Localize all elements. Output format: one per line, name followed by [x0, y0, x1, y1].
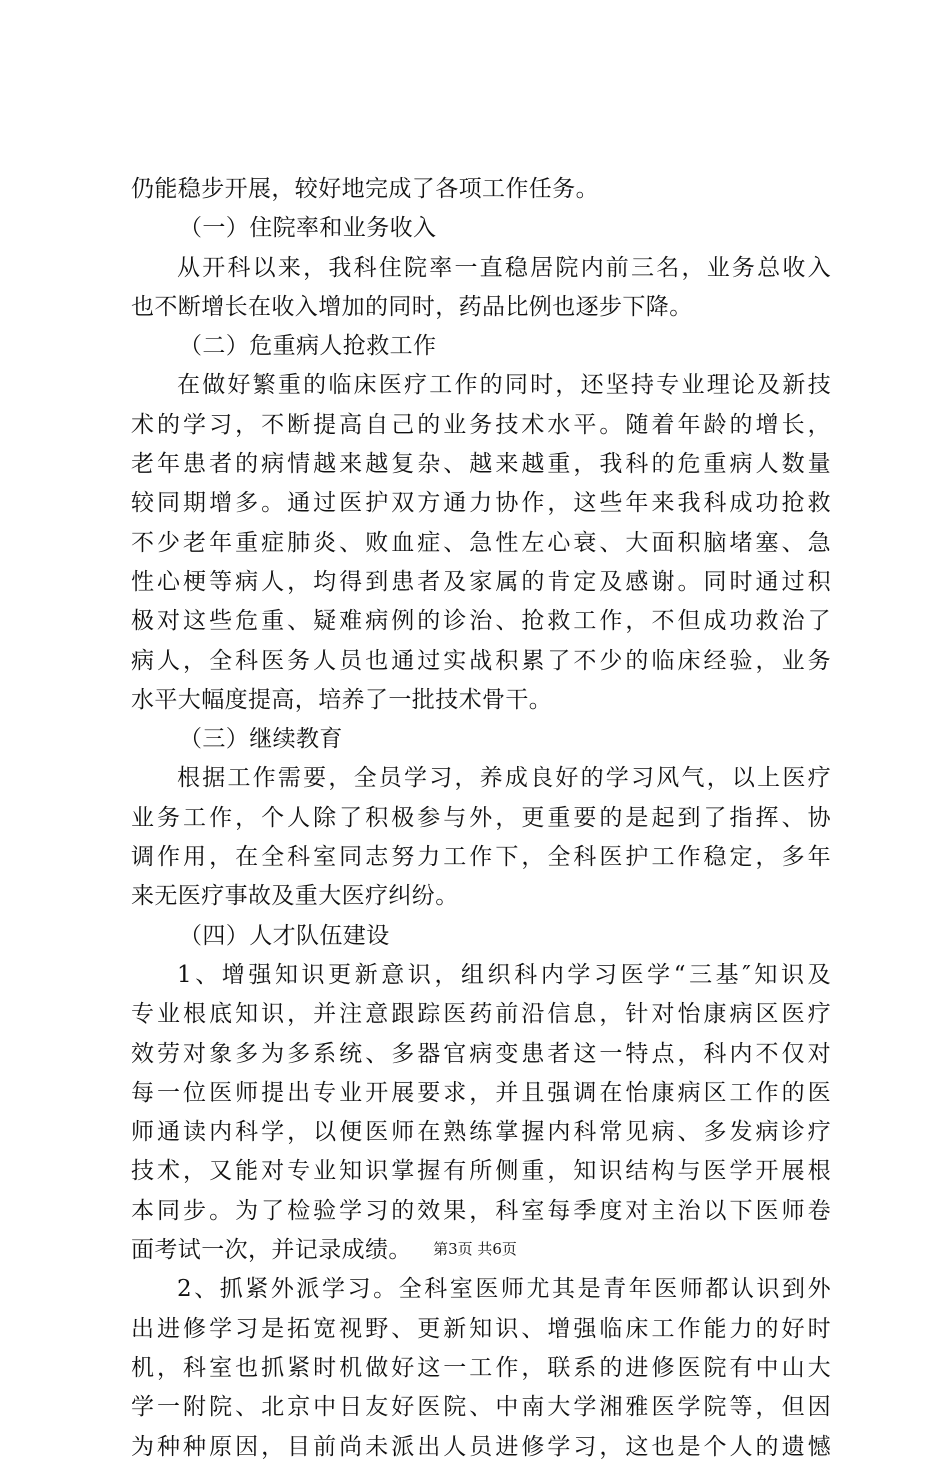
paragraph-line: 效劳对象多为多系统、多器官病变患者这一特点，科内不仅对 [131, 1040, 831, 1067]
paragraph-line: 在做好繁重的临床医疗工作的同时，还坚持专业理论及新技 [177, 372, 831, 399]
paragraph-line: 为种种原因，目前尚未派出人员进修学习，这也是个人的遗憾 [131, 1433, 831, 1460]
paragraph-line: 业务工作，个人除了积极参与外，更重要的是起到了指挥、协 [131, 804, 831, 831]
paragraph-line: 术的学习，不断提高自己的业务技术水平。随着年龄的增长， [131, 411, 831, 438]
paragraph-line: 也不断增长在收入增加的同时，药品比例也逐步下降。 [131, 293, 693, 320]
paragraph-line: 出进修学习是拓宽视野、更新知识、增强临床工作能力的好时 [131, 1315, 831, 1342]
paragraph-line: 性心梗等病人，均得到患者及家属的肯定及感谢。同时通过积 [131, 568, 831, 595]
paragraph-line: 师通读内科学，以便医师在熟练掌握内科常见病、多发病诊疗 [131, 1119, 831, 1146]
section-heading: （二）危重病人抢救工作 [179, 333, 437, 360]
paragraph-line: 每一位医师提出专业开展要求，并且强调在怡康病区工作的医 [131, 1079, 831, 1106]
paragraph-line: 本同步。为了检验学习的效果，科室每季度对主治以下医师卷 [131, 1197, 831, 1224]
paragraph-line: 水平大幅度提高，培养了一批技术骨干。 [131, 686, 553, 713]
paragraph-line: 面考试一次，并记录成绩。 [131, 1237, 412, 1264]
paragraph-line: 2、抓紧外派学习。全科室医师尤其是青年医师都认识到外 [177, 1276, 831, 1303]
paragraph-line: 调作用，在全科室同志努力工作下，全科医护工作稳定，多年 [131, 844, 831, 871]
page-footer: 第3页 共6页 [433, 1240, 517, 1258]
paragraph-line: 1、增强知识更新意识，组织科内学习医学“三基″知识及 [177, 961, 831, 988]
section-heading: （四）人才队伍建设 [179, 922, 390, 949]
document-body [131, 170, 831, 1467]
paragraph-line: 机，科室也抓紧时机做好这一工作，联系的进修医院有中山大 [131, 1354, 831, 1381]
paragraph-line: 学一附院、北京中日友好医院、中南大学湘雅医学院等，但因 [131, 1394, 831, 1421]
paragraph-line: 仍能稳步开展，较好地完成了各项工作任务。 [131, 176, 599, 202]
paragraph-line: 技术，又能对专业知识掌握有所侧重，知识结构与医学开展根 [131, 1158, 831, 1185]
paragraph-line: 来无医疗事故及重大医疗纠纷。 [131, 883, 459, 910]
paragraph-line: 不少老年重症肺炎、败血症、急性左心衰、大面积脑堵塞、急 [131, 529, 831, 556]
paragraph-line: 较同期增多。通过医护双方通力协作，这些年来我科成功抢救 [131, 490, 831, 517]
paragraph-line: 极对这些危重、疑难病例的诊治、抢救工作，不但成功救治了 [131, 608, 831, 635]
paragraph-line: 从开科以来，我科住院率一直稳居院内前三名，业务总收入 [177, 254, 831, 281]
section-heading: （三）继续教育 [179, 726, 343, 753]
paragraph-line: 专业根底知识，并注意跟踪医药前沿信息，针对怡康病区医疗 [131, 1001, 831, 1028]
paragraph-line: 病人，全科医务人员也通过实战积累了不少的临床经验，业务 [131, 647, 831, 674]
paragraph-line: 根据工作需要，全员学习，养成良好的学习风气，以上医疗 [177, 765, 831, 792]
section-heading: （一）住院率和业务收入 [179, 215, 437, 242]
paragraph-line: 老年患者的病情越来越复杂、越来越重，我科的危重病人数量 [131, 451, 831, 478]
